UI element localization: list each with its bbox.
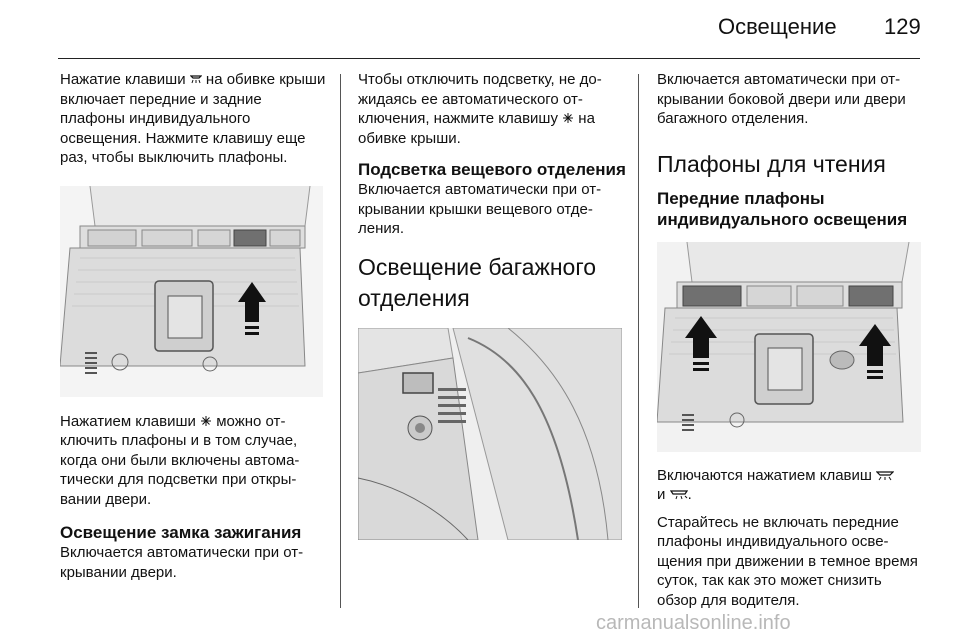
column-1 [60,70,328,582]
section-heading: Освещение замка зажигания [60,523,302,542]
text-fragment: Чтобы отключить подсветку, не дожидаясь ее автоматического отключения, нажмите клавишу [358,71,602,127]
reading-lights-figure [657,242,921,452]
reading-light-left-icon [876,469,894,481]
paragraph [358,70,626,148]
column-3 [657,70,925,610]
text-fragment: Нажатие клавиши [60,71,186,88]
text-fragment: . [687,486,692,503]
text-fragment: Нажатием клавиши [60,412,196,430]
luggage-compartment-figure [358,328,622,540]
paragraph [657,466,925,505]
section-heading: Освещение багажного отделения [358,253,596,311]
paragraph [60,70,328,168]
paragraph: Старайтесь не включать передние плафоны индивидуального освещения при движении в темное время суток, так как это может снизить обзор для водителя. [657,513,918,609]
front-dome-light-icon [190,73,202,85]
text-fragment: Включаются нажатием клавиш [657,466,872,484]
console-button-figure [60,186,323,397]
paragraph: Включается автоматически при открывании боковой двери или двери багажного отделения. [657,71,906,127]
reading-light-right-icon [670,488,688,500]
text-fragment: на обивке крыши. [358,110,595,147]
column-divider [638,74,639,608]
watermark: carmanualsonline.info [596,612,791,634]
door-light-off-icon [200,415,212,427]
door-light-off-icon [562,112,574,124]
paragraph [60,412,328,510]
page-number: 129 [884,14,921,39]
column-divider [340,74,341,608]
page-title: Освещение [718,14,837,39]
header-divider [58,58,920,59]
section-heading: Плафоны для чтения [657,150,886,177]
paragraph: Включается автоматически при открывании двери. [60,544,304,581]
section-heading: Подсветка вещевого отделения [358,160,626,179]
section-heading: Передние плафоны индивидуального освещения [657,188,908,229]
text-fragment: и [657,486,666,503]
paragraph: Включается автоматически при открывании крышки вещевого отделения. [358,181,602,237]
column-2 [358,70,626,540]
text-fragment: можно отключить плафоны и в том случае, когда они были включены автоматически для подсветки при открывании двери. [60,412,300,508]
text-fragment: на обивке крыши включает передние и задние плафоны индивидуального освещения. Нажмите клавишу еще раз, чтобы выключить плафоны. [60,71,326,166]
